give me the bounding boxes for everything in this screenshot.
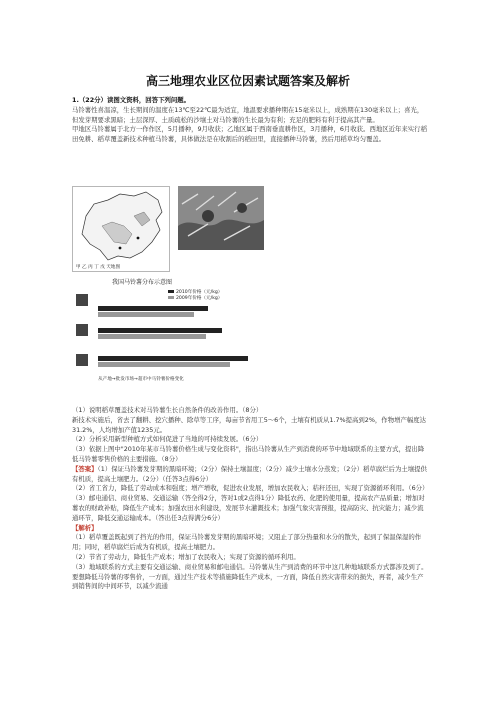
bar [98, 328, 222, 333]
page-title: 高三地理农业区位因素试题答案及解析 [145, 74, 350, 88]
bar [98, 312, 194, 317]
answer-2: （2）省工省力，降低了劳动成本和强度；增产增收，促进农业发展，增加农民收入；秸秆还田，实现了资源循环利用。（6分） [72, 484, 429, 493]
field-photo [178, 186, 264, 250]
analysis-1: （1）稻草覆盖既起到了挡光的作用，保证马铃薯发芽期的黑暗环境；又阻止了部分热量和水分的散失，起到了保温保湿的作用；同时，稻草腐烂后成为有机质，提高土壤肥力。 [72, 533, 422, 552]
bar [98, 362, 230, 367]
sub-question-1: （1）说明稻草覆盖技术对马铃薯生长自然条件的改善作用。（8分） [72, 406, 263, 414]
china-map-figure [72, 186, 170, 272]
price-chart-figure [72, 276, 282, 396]
chart-note: 从产地→批发市场→超市中马铃薯价格变化 [98, 377, 184, 382]
analysis-2: （2）节省了劳动力，降低生产成本；增加了农民收入；实现了资源的循环利用。 [72, 552, 300, 561]
answer-label: 【答案】 [72, 464, 98, 473]
analysis-label: 【解析】 [72, 523, 98, 532]
sub-questions [72, 406, 428, 592]
question-intro: 1.（22分）读图文资料，回答下列问题。 [72, 96, 191, 104]
map-legend: 甲 乙 丙 丁 戊 天地图 [76, 265, 121, 270]
answer-3: （3）邮电通信、商业贸易、交通运输（答全得2分，答对1或2点得1分）降低农药、化肥的使用量，提高农产品质量；增加对薯农的财政补贴，降低生产成本；加强农田水利建设，发展节水灌溉技术；加强气象灾害预报，提高防灾、抗灾能力；减少流通环节，降低交通运输成本。（答出任3点得满分6分） [72, 494, 425, 522]
legend-2009: 2009年价格（元/kg） [176, 296, 223, 301]
chart-icon-producer [76, 294, 88, 306]
material-paragraph-2: 甲地区马铃薯属于北方一作作区，5月播种，9月收获；乙地区属于西南垂直耕作区，3月播种，6月收获。西地区近年来实行稻田免耕、稻草覆盖新技术种植马铃薯，具体做法是在收割后的稻田里，直接播种马铃薯，然后用稻草均匀覆盖。 [72, 125, 427, 144]
bar [98, 306, 208, 311]
legend-2010: 2010年价格（元/kg） [176, 290, 223, 295]
chart-icon-wholesale [76, 324, 88, 336]
chart-title: 我国马铃薯分布示意图 [112, 279, 173, 286]
answer-1: （1）保证马铃薯发芽期的黑暗环境；（2分）保持土壤温度；（2分）减少土壤水分蒸发；（2分）稻草腐烂后为土壤提供有机质，提高土壤肥力。（2分）（任答3点得6分） [72, 464, 427, 483]
material-paragraph-1: 马铃薯性喜温凉，生长期间的温度在13℃至22℃最为适宜，地温要求播种期在15毫米以上，成熟期在130毫米以上；喜光，但发芽期要求黑暗；土层深厚、土质疏松的沙壤土对马铃薯的生长最为有利；充足的肥料有利于提高其产量。 [72, 105, 424, 124]
sub-question-2: （2）分析采用新型种植方式如何促进了当地的可持续发展。（6分） [72, 435, 263, 444]
bar [98, 356, 248, 361]
sub-question-1-text: 新技术实施后，省去了翻耕、挖穴播种、除草等工序，每亩节省用工5～6个，土壤有机质从1.7%提高到2%，作物增产幅度达31.2%，人均增加产值1235元。 [72, 415, 427, 434]
sub-question-3: （3）依据上图中"2010年某市马铃薯价格生成与变化资料"，指出马铃薯从生产到消费的环节中地域联系的主要方式，提出降低马铃薯零售价格的主要措施。（8分） [72, 445, 425, 463]
question-block [72, 96, 428, 145]
analysis-3: （3）地域联系的方式主要有交通运输、商业贸易和邮电通信。马铃薯从生产到消费的环节中这几种地域联系方式都涉及到了。要想降低马铃薯的零售价，一方面，通过生产技术等措施降低生产成本，一方面，降低自然灾害带来的损失，再者，减少生产到销售间的中间环节，以减少流通 [72, 562, 428, 591]
bar [98, 334, 206, 339]
chart-icon-retail [76, 354, 88, 366]
